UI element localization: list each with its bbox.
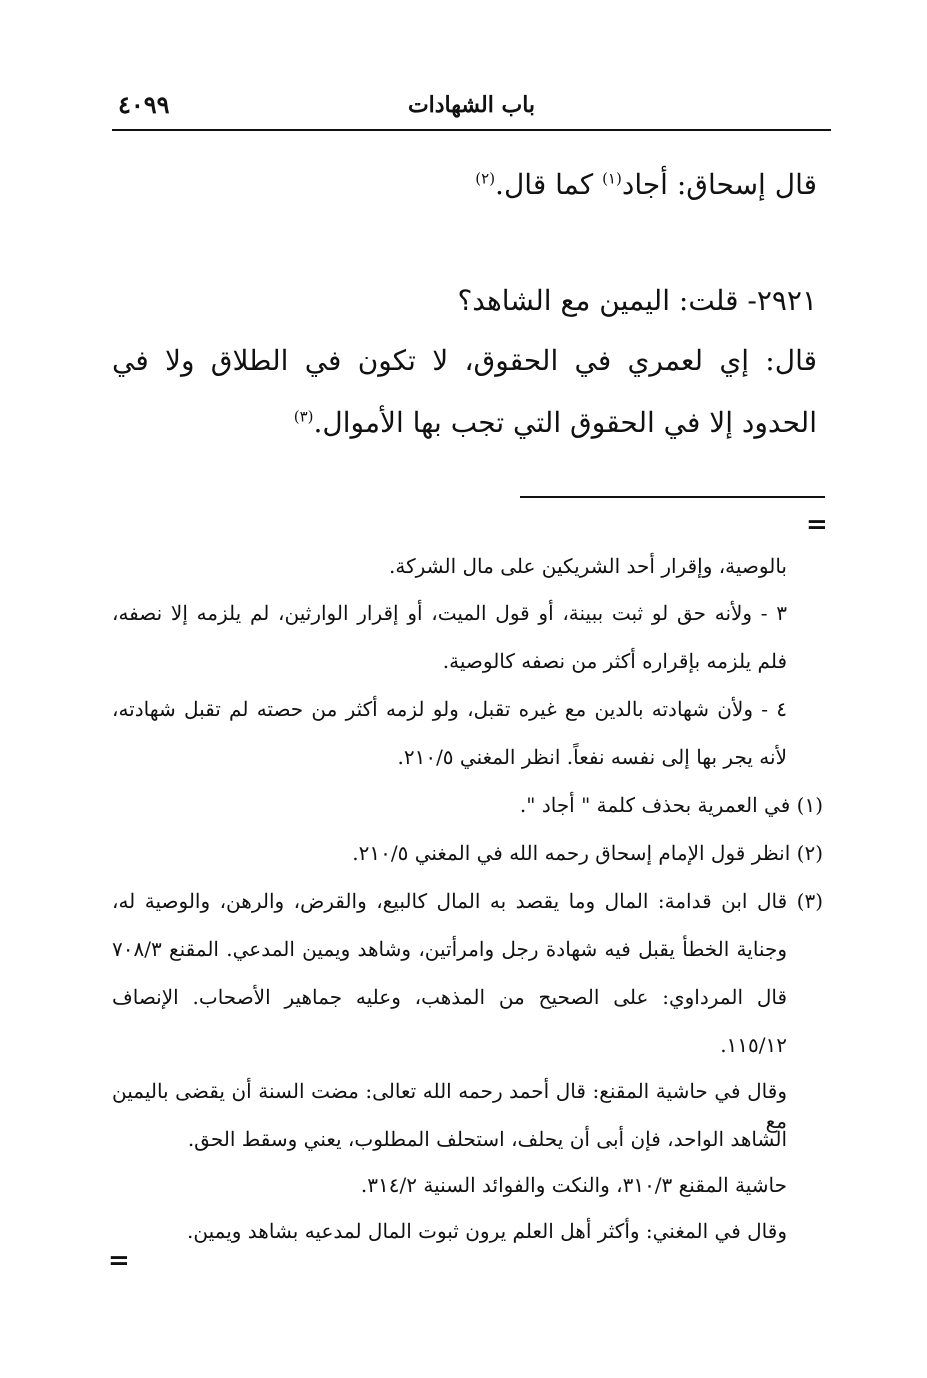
footnote-3-line-4: ١١٥/١٢. xyxy=(720,1033,787,1057)
continuation-mark-bottom: = xyxy=(108,1246,130,1276)
question-2921: ٢٩٢١- قلت: اليمين مع الشاهد؟ xyxy=(457,284,817,317)
page-number: ٤٠٩٩ xyxy=(118,90,170,119)
ishaq-text: قال إسحاق: أجاد xyxy=(621,168,817,201)
footnote-ref-2: (٢) xyxy=(475,169,496,188)
footnote-ref-1: (١) xyxy=(602,169,622,188)
running-header xyxy=(112,88,831,124)
footnote-3-line-8: وقال في المغني: وأكثر أهل العلم يرون ثبوت المال لمدعيه بشاهد ويمين. xyxy=(187,1219,787,1243)
footnote-cont-4: ٤ - ولأن شهادته بالدين مع غيره تقبل، ولو لزمه أكثر من حصته لم تقبل شهادته، xyxy=(112,697,787,721)
footnote-3-line-7: حاشية المقنع ٣١٠/٣، والنكت والفوائد السنية ٣١٤/٢. xyxy=(360,1173,787,1197)
footnote-cont-2: ٣ - ولأنه حق لو ثبت ببينة، أو قول الميت، أو إقرار الوارثين، لم يلزمه إلا نصفه، xyxy=(112,601,787,625)
answer-line-2 xyxy=(294,404,817,442)
footnote-3-line-3: قال المرداوي: على الصحيح من المذهب، وعليه جماهير الأصحاب. الإنصاف xyxy=(112,985,787,1009)
footnote-3-line-6: الشاهد الواحد، فإن أبى أن يحلف، استحلف المطلوب، يعني وسقط الحق. xyxy=(187,1127,787,1151)
chapter-title: باب الشهادات xyxy=(407,92,536,118)
footnote-cont-1: بالوصية، وإقرار أحد الشريكين على مال الشركة. xyxy=(389,554,787,578)
footnote-ref-3: (٣) xyxy=(293,407,314,426)
footnote-3-line-2: وجناية الخطأ يقبل فيه شهادة رجل وامرأتين، وشاهد ويمين المدعي. المقنع ٧٠٨/٣ xyxy=(112,937,787,961)
footnote-1: (١) في العمرية بحذف كلمة " أجاد ". xyxy=(519,793,823,817)
footnote-3-line-5: وقال في حاشية المقنع: قال أحمد رحمه الله تعالى: مضت السنة أن يقضى باليمين مع xyxy=(112,1079,787,1133)
continuation-mark-top: = xyxy=(806,510,828,540)
footnote-separator xyxy=(520,496,825,498)
footnote-2: (٢) انظر قول الإمام إسحاق رحمه الله في المغني ٢١٠/٥. xyxy=(352,841,823,865)
answer-line-1: قال: إي لعمري في الحقوق، لا تكون في الطلاق ولا في xyxy=(112,344,817,377)
footnote-3-line-1: (٣) قال ابن قدامة: المال وما يقصد به المال كالبيع، والقرض، والرهن، والوصية له، xyxy=(112,889,823,913)
ishaq-tail: كما قال. xyxy=(495,168,603,201)
main-line-ishaq xyxy=(475,166,817,204)
header-rule xyxy=(112,129,831,131)
answer-text: الحدود إلا في الحقوق التي تجب بها الأموال. xyxy=(313,406,817,439)
footnote-cont-5: لأنه يجر بها إلى نفسه نفعاً. انظر المغني ٢١٠/٥. xyxy=(397,745,787,769)
footnote-cont-3: فلم يلزمه بإقراره أكثر من نصفه كالوصية. xyxy=(442,649,787,673)
